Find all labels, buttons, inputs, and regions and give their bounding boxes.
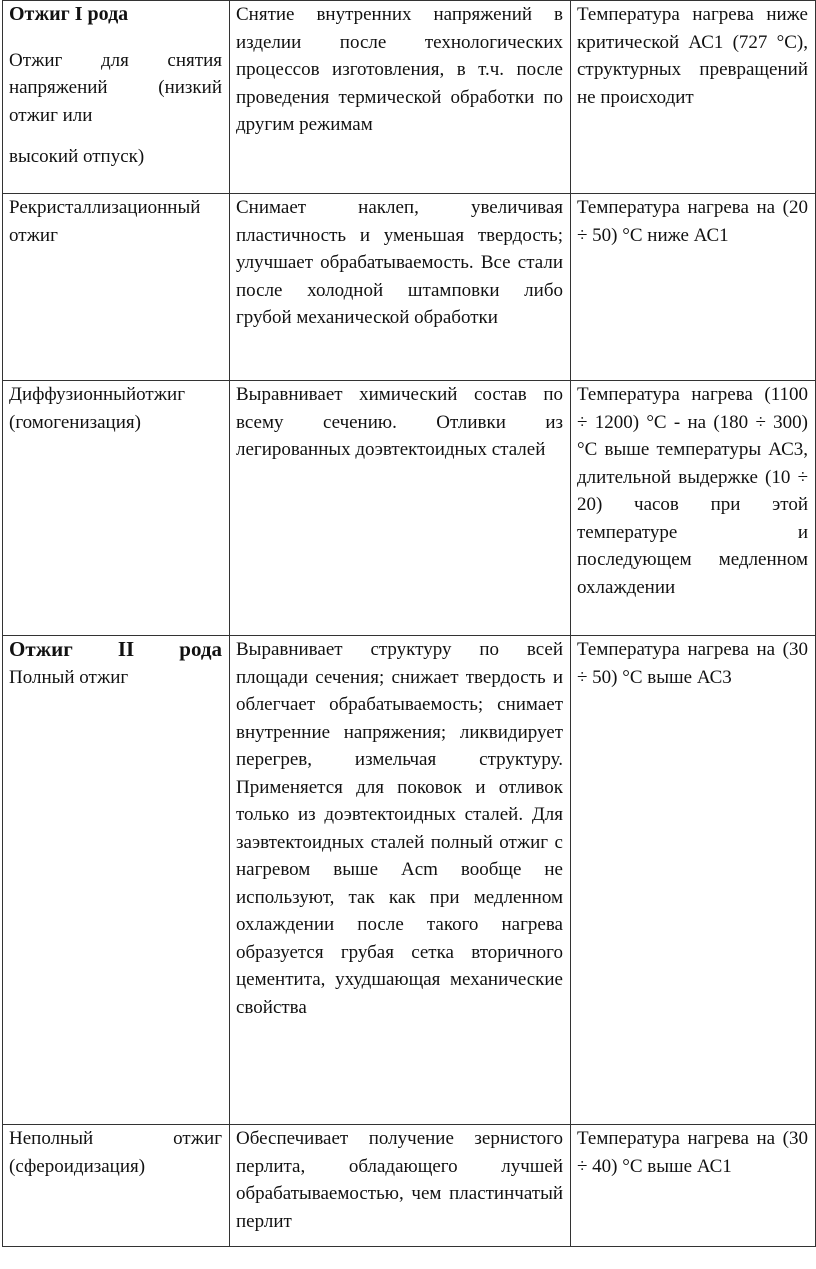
annealing-type-text: Неполный отжиг (сфероидизация) bbox=[9, 1128, 222, 1177]
temperature-text: Температура нагрева на (30 ÷ 40) °С выше АС1 bbox=[577, 1128, 808, 1177]
annealing-type-text: Рекристаллизационный отжиг bbox=[9, 197, 201, 246]
annealing-type-text: Отжиг для снятия напряжений (низкий отжиг или bbox=[9, 49, 222, 126]
temperature-text: Температура нагрева ниже критической АС1 (727 °С), структурных превращений не происходит bbox=[577, 4, 808, 108]
table-row bbox=[3, 1, 816, 194]
annealing-type-cell bbox=[3, 636, 230, 1125]
annealing-type-cell bbox=[3, 1, 230, 194]
purpose-text: Снятие внутренних напряжений в изделии после технологических процессов изготовления, в т.ч. после проведения термической обработки по другим режимам bbox=[236, 4, 563, 135]
temperature-cell bbox=[571, 1125, 816, 1247]
temperature-text: Температура нагрева на (20 ÷ 50) °С ниже АС1 bbox=[577, 197, 808, 246]
table-row bbox=[3, 194, 816, 381]
annealing-type-cell bbox=[3, 381, 230, 636]
temperature-text: Температура нагрева (1100 ÷ 1200) °С - на (180 ÷ 300) °С выше температуры АС3, длительной выдержке (10 ÷ 20) часов при этой температуре и последующем медленном охлаждении bbox=[577, 384, 808, 598]
table-row bbox=[3, 636, 816, 1125]
purpose-cell bbox=[230, 1, 571, 194]
temperature-cell bbox=[571, 636, 816, 1125]
table-row bbox=[3, 381, 816, 636]
purpose-cell bbox=[230, 381, 571, 636]
annealing-type-text: Полный отжиг bbox=[9, 666, 129, 688]
annealing-type-cell bbox=[3, 194, 230, 381]
purpose-cell bbox=[230, 636, 571, 1125]
purpose-cell bbox=[230, 1125, 571, 1247]
purpose-text: Обеспечивает получение зернистого перлита, обладающего лучшей обрабатываемостью, чем пластинчатый перлит bbox=[236, 1128, 563, 1232]
temperature-cell bbox=[571, 381, 816, 636]
purpose-cell bbox=[230, 194, 571, 381]
purpose-text: Выравнивает химический состав по всему сечению. Отливки из легированных доэвтектоидных сталей bbox=[236, 384, 563, 460]
table-row bbox=[3, 1125, 816, 1247]
annealing-table bbox=[2, 0, 816, 1247]
temperature-text: Температура нагрева на (30 ÷ 50) °С выше АС3 bbox=[577, 639, 808, 688]
annealing-type-text: высокий отпуск) bbox=[9, 146, 145, 167]
purpose-text: Выравнивает структуру по всей площади сечения; снижает твердость и облегчает обрабатываемость; снимает внутренние напряжения; ликвидирует перегрев, измельчая структуру. Применяется для поковок и отливок только из доэвтектоидных сталей. Для заэвтектоидных сталей полный отжиг с нагревом выше Аcm вообще не используют, так как при медленном охлаждении после такого нагрева образуется грубая сетка вторичного цементита, ухудшающая механические свойства bbox=[236, 639, 563, 1018]
annealing-type-cell bbox=[3, 1125, 230, 1247]
section-heading: Отжиг II рода bbox=[9, 637, 222, 661]
temperature-cell bbox=[571, 194, 816, 381]
purpose-text: Снимает наклеп, увеличивая пластичность и уменьшая твердость; улучшает обрабатываемость. Все стали после холодной штамповки либо грубой механической обработки bbox=[236, 197, 563, 328]
temperature-cell bbox=[571, 1, 816, 194]
section-heading: Отжиг I рода bbox=[9, 3, 129, 25]
annealing-type-text: Диффузионныйотжиг (гомогенизация) bbox=[9, 384, 185, 433]
